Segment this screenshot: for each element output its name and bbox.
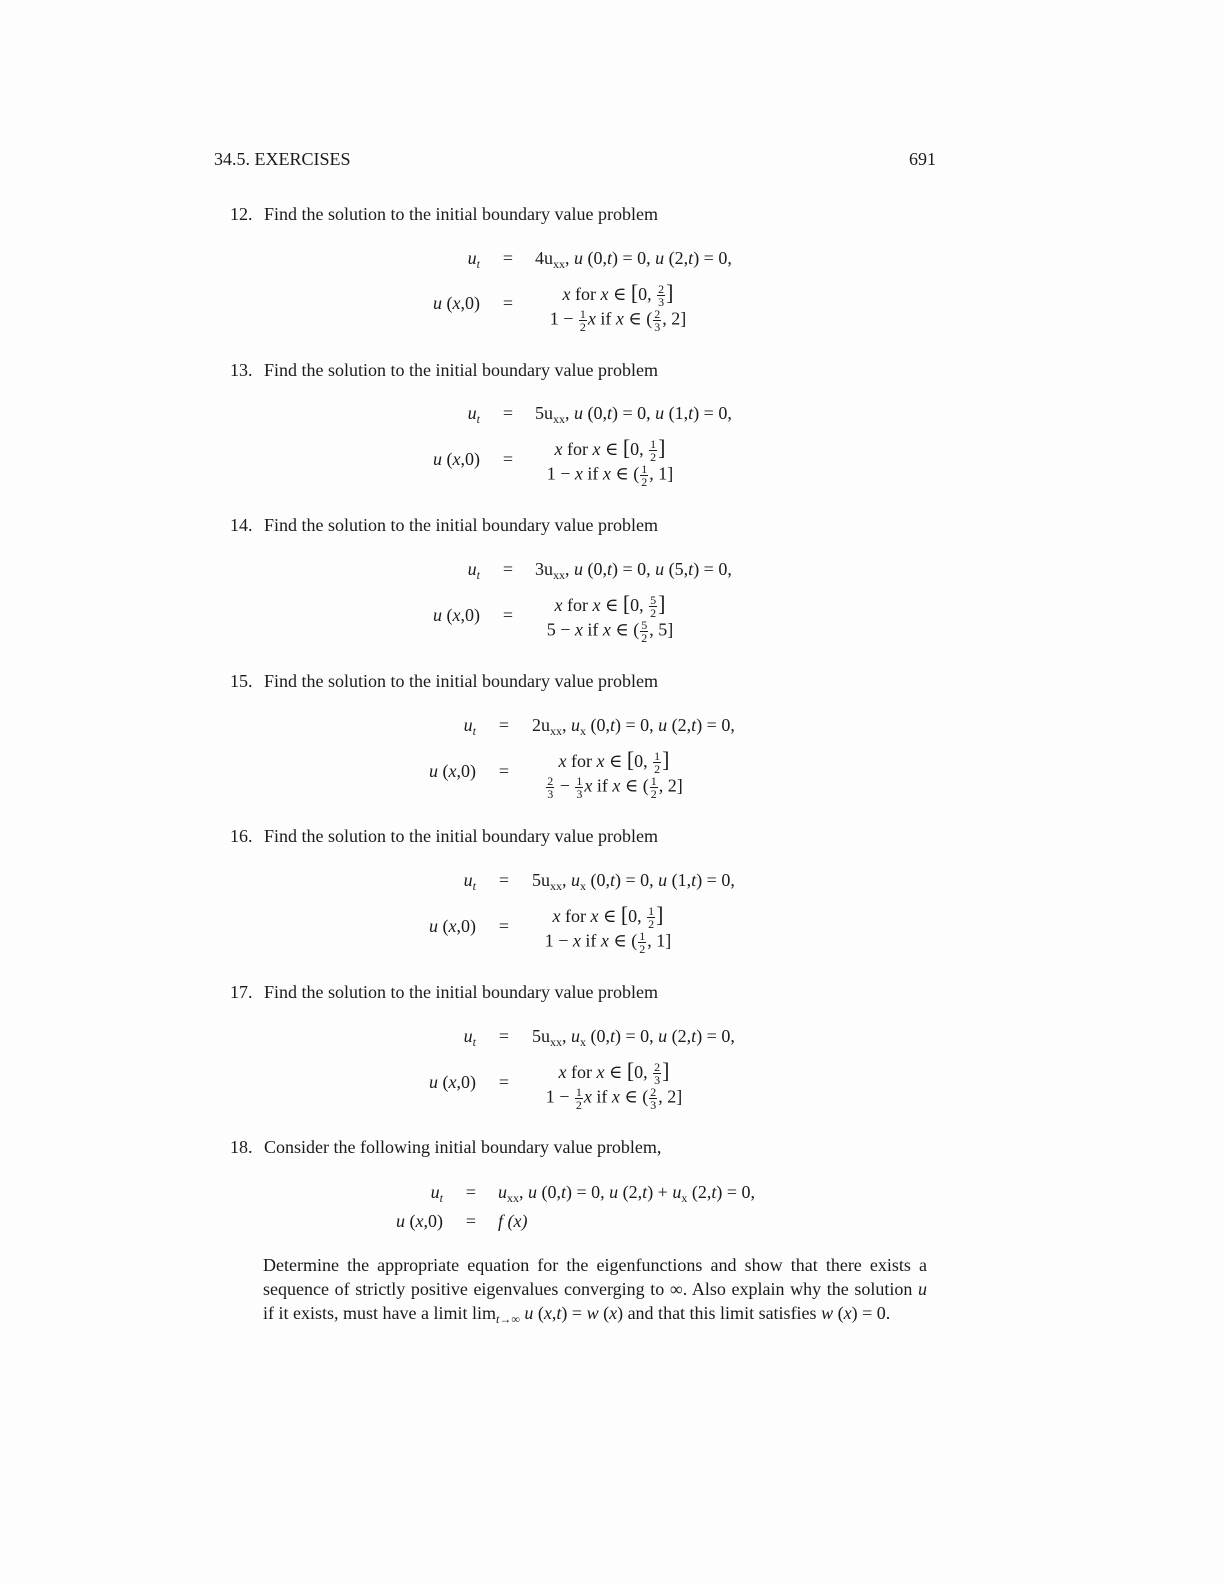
equals-sign: = — [502, 293, 514, 313]
case-2: 5 − x if x ∈ ( $\frac{5}{2}$ , 5] — [546, 618, 674, 645]
case-1: x for x ∈ [0, $\frac{1}{2}$ ] — [558, 747, 670, 777]
equals-sign: = — [498, 916, 510, 936]
equals-sign: = — [502, 449, 514, 469]
exercise-text: Find the solution to the initial boundary value problem — [264, 671, 658, 691]
equals-sign: = — [502, 248, 514, 268]
exercise-14-title — [230, 515, 658, 536]
case-1: x for x ∈ [0, $\frac{1}{2}$ ] — [554, 435, 666, 465]
exercise-number: 14. — [230, 515, 253, 535]
lhs-initial: u (x,0) — [429, 1072, 476, 1092]
case-1: x for x ∈ [0, $\frac{2}{3}$ ] — [562, 280, 674, 310]
equals-sign: = — [498, 1026, 510, 1046]
exercise-number: 16. — [230, 826, 253, 846]
exercise-number: 17. — [230, 982, 253, 1002]
exercise-text: Consider the following initial boundary value problem, — [264, 1137, 662, 1157]
equals-sign: = — [502, 559, 514, 579]
pde-rhs: $5u_{xx}$, u (0,t) = 0, u (1,t) = 0, — [535, 403, 732, 426]
lhs-ut: $u_t$ — [463, 715, 476, 738]
exercise-16-title — [230, 826, 658, 847]
lhs-initial: u (x,0) — [396, 1211, 443, 1231]
pde-rhs: $u_{xx}$, u (0,t) = 0, u $(2,t) + u_x$ (2,t) = 0, — [498, 1182, 756, 1205]
pde-rhs: $5u_{xx}$, $u_x$ (0,t) = 0, u (2,t) = 0, — [532, 1026, 735, 1049]
equals-sign: = — [465, 1182, 477, 1202]
exercise-15-title — [230, 671, 658, 692]
equals-sign: = — [498, 761, 510, 781]
pde-rhs: $2u_{xx}$, $u_x$ (0,t) = 0, u (2,t) = 0, — [532, 715, 735, 738]
equals-sign: = — [498, 870, 510, 890]
page-number: 691 — [909, 149, 936, 169]
lhs-ut: $u_t$ — [467, 248, 480, 271]
lhs-initial: u (x,0) — [433, 449, 480, 469]
lhs-initial: u (x,0) — [433, 605, 480, 625]
exercise-text: Find the solution to the initial boundary value problem — [264, 360, 658, 380]
exercise-13-title — [230, 360, 658, 381]
exercise-18-title — [230, 1137, 661, 1158]
exercise-text: Find the solution to the initial boundary value problem — [264, 204, 658, 224]
case-1: x for x ∈ [0, $\frac{2}{3}$ ] — [558, 1058, 670, 1088]
equals-sign: = — [502, 403, 514, 423]
case-1: x for x ∈ [0, $\frac{5}{2}$ ] — [554, 591, 666, 621]
section-title: 34.5. EXERCISES — [214, 149, 351, 169]
exercise-number: 13. — [230, 360, 253, 380]
exercise-17-title — [230, 982, 658, 1003]
paragraph-source — [0, 0, 1, 1]
lhs-initial: u (x,0) — [429, 916, 476, 936]
exercise-12-title — [230, 204, 658, 225]
exercise-text: Find the solution to the initial boundary value problem — [264, 826, 658, 846]
lhs-initial: u (x,0) — [429, 761, 476, 781]
case-2: $\frac{2}{3}$ − $\frac{1}{3}$ x if x ∈ ( $\frac{1}{2}$ , 2] — [547, 774, 683, 801]
exercise-text: Find the solution to the initial boundary value problem — [264, 515, 658, 535]
initial-rhs: f (x) — [498, 1211, 528, 1231]
running-header — [214, 149, 936, 173]
exercise-number: 12. — [230, 204, 253, 224]
lhs-ut: $u_t$ — [430, 1182, 443, 1205]
case-2: 1 − x if x ∈ ( $\frac{1}{2}$ , 1] — [546, 462, 674, 489]
case-2: 1 − $\frac{1}{2}$ x if x ∈ ( $\frac{2}{3}$ , 2] — [549, 307, 687, 334]
pde-rhs: $4u_{xx}$, u (0,t) = 0, u (2,t) = 0, — [535, 248, 732, 271]
case-2: 1 − x if x ∈ ( $\frac{1}{2}$ , 1] — [544, 929, 672, 956]
equals-sign: = — [498, 1072, 510, 1092]
exercise-text: Find the solution to the initial boundary value problem — [264, 982, 658, 1002]
case-1: x for x ∈ [0, $\frac{1}{2}$ ] — [552, 902, 664, 932]
exercise-number: 15. — [230, 671, 253, 691]
lhs-ut: $u_t$ — [463, 1026, 476, 1049]
case-2: 1 − $\frac{1}{2}$ x if x ∈ ( $\frac{2}{3}$ , 2] — [545, 1085, 683, 1112]
exercise-18-paragraph: Determine the appropriate equation for the eigenfunctions and show that there exists a sequence of strictly positive eigenvalues converging to ∞. Also explain why the solution u if it exists, must have a limit $\lim_{t\to\infty} u$ (x,t) = w (x) and that this limit satisfies w (x) = 0. — [263, 1255, 927, 1326]
pde-rhs: $5u_{xx}$, $u_x$ (0,t) = 0, u (1,t) = 0, — [532, 870, 735, 893]
lhs-ut: $u_t$ — [463, 870, 476, 893]
pde-rhs: $3u_{xx}$, u (0,t) = 0, u (5,t) = 0, — [535, 559, 732, 582]
equals-sign: = — [498, 715, 510, 735]
lhs-ut: $u_t$ — [467, 403, 480, 426]
lhs-initial: u (x,0) — [433, 293, 480, 313]
lhs-ut: $u_t$ — [467, 559, 480, 582]
equals-sign: = — [465, 1211, 477, 1231]
equals-sign: = — [502, 605, 514, 625]
exercise-number: 18. — [230, 1137, 253, 1157]
